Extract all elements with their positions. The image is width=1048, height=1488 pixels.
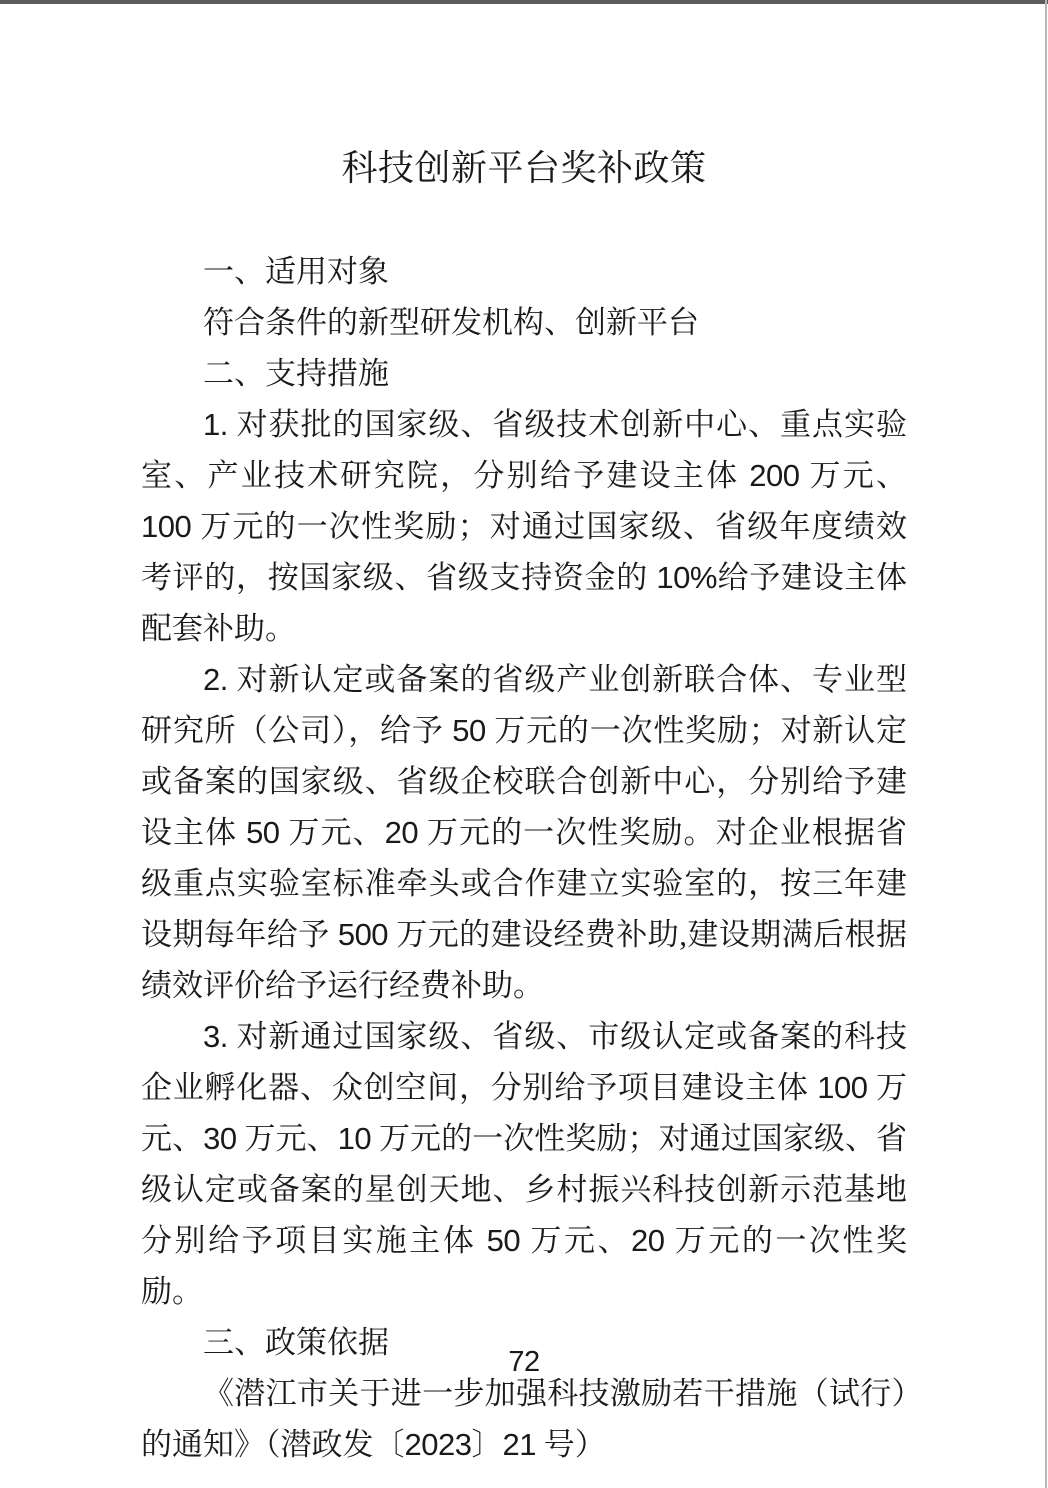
- numeral: 100: [141, 509, 192, 544]
- numeral: 30: [203, 1121, 237, 1156]
- paragraph-applicable-objects: 符合条件的新型研发机构、创新平台: [203, 305, 699, 340]
- paragraph-support-measure-3: 3. 对新通过国家级、省级、市级认定或备案的科技企业孵化器、众创空间，分别给予项目建设主体 100 万元、30 万元、10 万元的一次性奖励；对通过国家级、省级认定或备案的星创天地、乡村振兴科技创新示范基地分别给予项目实施主体 50 万元、20 万元的一次性奖励。: [141, 1019, 908, 1309]
- document-content: [141, 146, 907, 1470]
- numeral: 200: [749, 458, 800, 493]
- document-title: 科技创新平台奖补政策: [341, 148, 707, 188]
- numeral: 20: [384, 815, 419, 850]
- paragraph-support-measure-1: 1. 对获批的国家级、省级技术创新中心、重点实验室、产业技术研究院，分别给予建设主体 200 万元、100 万元的一次性奖励；对通过国家级、省级年度绩效考评的，按国家级、省级支持资金的 10%给予建设主体配套补助。: [141, 407, 908, 646]
- numeral: 50: [452, 713, 486, 748]
- paragraph-support-measure-2: 2. 对新认定或备案的省级产业创新联合体、专业型研究所（公司），给予 50 万元的一次性奖励；对新认定或备案的国家级、省级企校联合创新中心，分别给予建设主体 50 万元、20 万元的一次性奖励。对企业根据省级重点实验室标准牵头或合作建立实验室的，按三年建设期每年给予 500 万元的建设经费补助,建设期满后根据绩效评价给予运行经费补助。: [141, 662, 908, 1003]
- page-right-edge: [1045, 0, 1047, 1488]
- numeral: 500: [337, 917, 389, 952]
- numeral: 50: [246, 815, 280, 850]
- numeral: 10%: [656, 560, 717, 595]
- section-heading-policy-basis: 三、政策依据: [203, 1325, 389, 1360]
- numeral: 50: [486, 1223, 521, 1258]
- page-top-edge: [0, 0, 1048, 4]
- numeral: 2.: [203, 662, 228, 697]
- document-body: [141, 246, 907, 1470]
- numeral: 3.: [203, 1019, 228, 1054]
- section-heading-applicable-objects: 一、适用对象: [203, 254, 389, 289]
- numeral: 100: [817, 1070, 868, 1105]
- numeral: 20: [631, 1223, 665, 1258]
- paragraph-policy-basis: 《潜江市关于进一步加强科技激励若干措施（试行）的通知》（潜政发〔2023〕21 号）: [141, 1376, 907, 1462]
- section-heading-support-measures: 二、支持措施: [203, 356, 389, 391]
- numeral: 10: [337, 1121, 372, 1156]
- numeral: 2023: [404, 1427, 472, 1462]
- numeral: 21: [502, 1427, 536, 1462]
- numeral: 1.: [203, 407, 228, 442]
- page-number: [0, 1346, 1048, 1378]
- numeral: 72: [508, 1346, 540, 1378]
